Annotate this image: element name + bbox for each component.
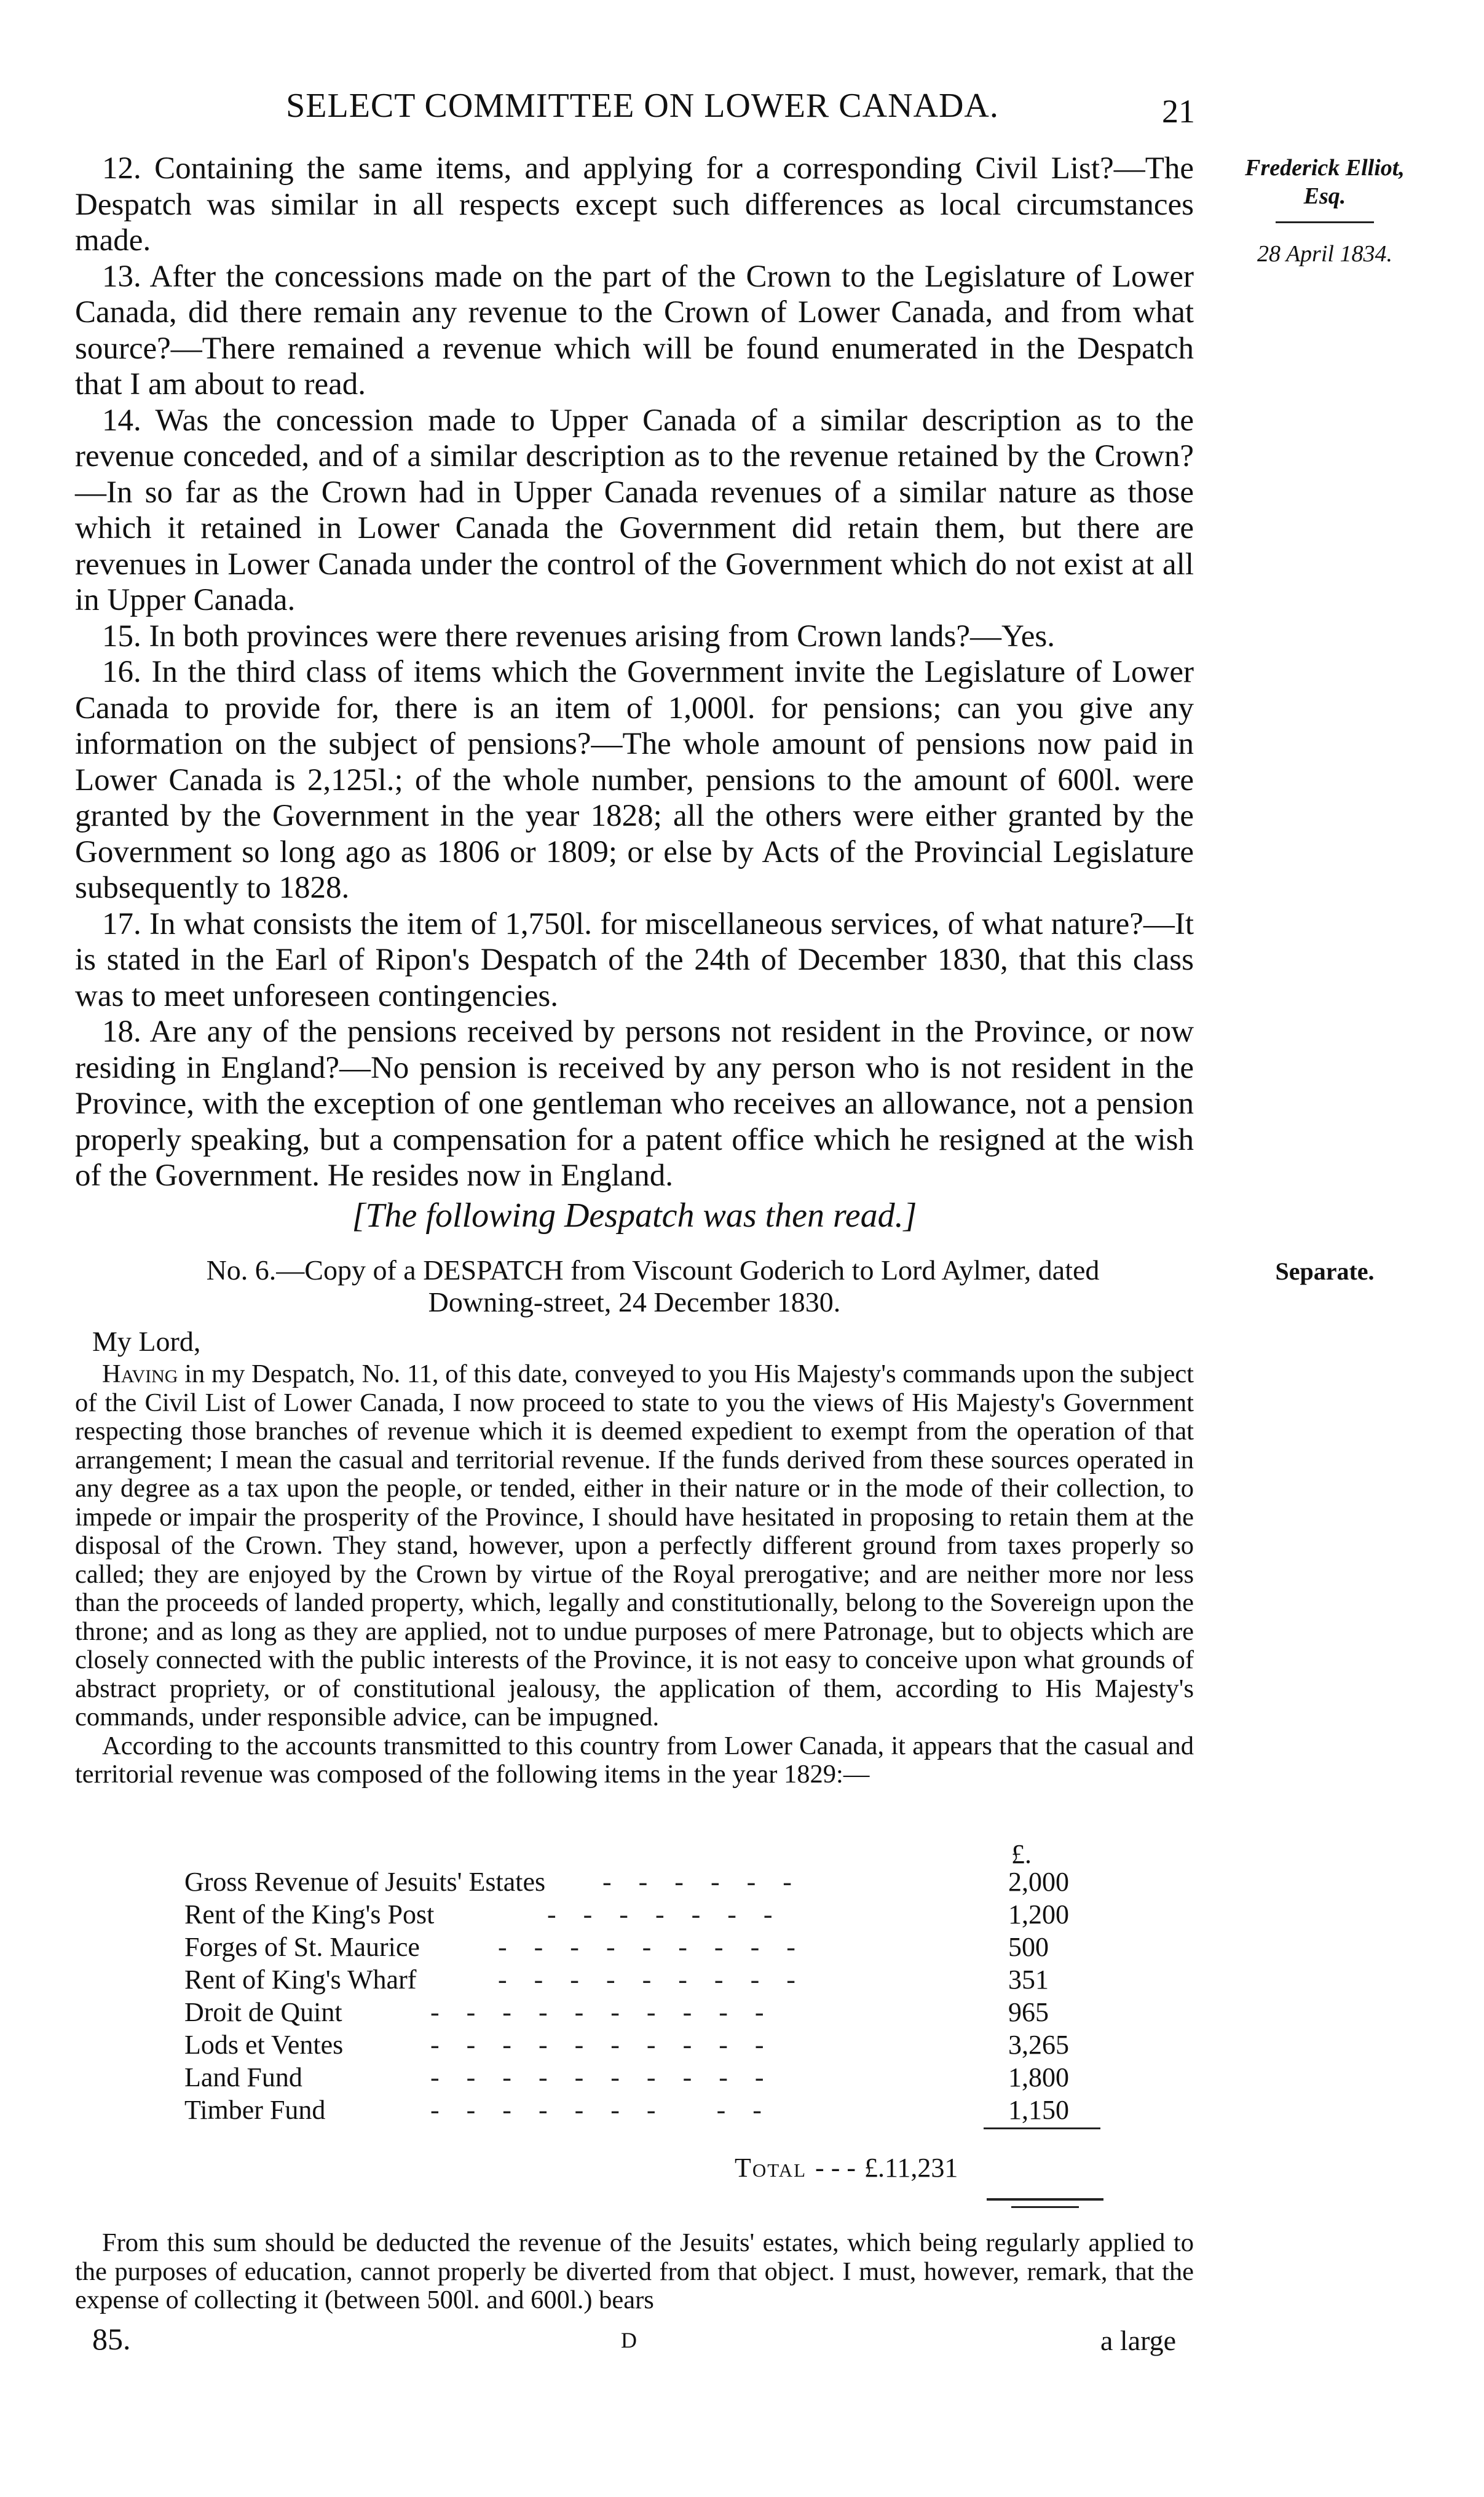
revenue-item: Lods et Ventes xyxy=(184,2030,344,2060)
currency-header: £. xyxy=(1011,1839,1032,1869)
sidenote-rule xyxy=(1276,221,1374,223)
despatch-heading-line2: Downing-street, 24 December 1830. xyxy=(428,1286,841,1318)
salutation: My Lord, xyxy=(92,1326,201,1357)
letter-continuation xyxy=(75,2229,1194,2315)
leader-dashes: ------- -- xyxy=(430,2095,789,2125)
qa-17: 17. In what consists the item of 1,750l. for miscellaneous services, of what nature?—It is stated in the Earl of Ripon's Despatch of the 24th of December 1830, that this class was to meet unforeseen contingencies. xyxy=(75,906,1194,1013)
revenue-amount: 3,265 xyxy=(1008,2030,1069,2060)
total-rule xyxy=(987,2198,1103,2201)
revenue-item: Rent of the King's Post xyxy=(184,1899,435,1929)
revenue-amount: 2,000 xyxy=(1008,1867,1069,1897)
total-row xyxy=(735,2152,958,2183)
revenue-amount: 1,800 xyxy=(1008,2062,1069,2092)
leader-dashes: ---------- xyxy=(430,2030,791,2060)
sum-rule xyxy=(984,2127,1100,2129)
leader-dashes: --------- xyxy=(498,1965,823,1995)
table-row xyxy=(184,2094,1119,2127)
despatch-read-heading: [The following Despatch was then read.] xyxy=(352,1197,917,1235)
revenue-item: Forges of St. Maurice xyxy=(184,1932,420,1962)
qa-18: 18. Are any of the pensions received by persons not resident in the Province, or now residing in England?—No pension is received by any person who is not resident in the Province, with the exception of one gentleman who receives an allowance, not a pension properly speaking, but a compensation for a patent office which he resigned at the wish of the Government. He resides now in England. xyxy=(75,1015,1194,1193)
letter-paragraph-1 xyxy=(75,1360,1194,1732)
sidenote-separate: Separate. xyxy=(1275,1257,1375,1285)
qa-12: 12. Containing the same items, and applying for a corresponding Civil List?—The Despatch was similar in all respects except such differences as local circumstances made. xyxy=(75,151,1194,258)
revenue-amount: 500 xyxy=(1008,1932,1049,1962)
qa-13: 13. After the concessions made on the part of the Crown to the Legislature of Lower Canada, did there remain any revenue to the Crown of Lower Canada, and from what source?—There remained a revenue which will be found enumerated in the Despatch that I am about to read. xyxy=(75,259,1194,402)
running-head: SELECT COMMITTEE ON LOWER CANADA. xyxy=(286,87,999,125)
leader-dashes: ---------- xyxy=(430,2062,791,2092)
revenue-amount: 1,200 xyxy=(1008,1899,1069,1929)
leader-dashes: ------ xyxy=(602,1867,819,1897)
letter-paragraph-3: From this sum should be deducted the revenue of the Jesuits' estates, which being regularly applied to the purposes of education, cannot properly be diverted from that object. I must, however, remark, that the expense of collecting it (between 500l. and 600l.) bears xyxy=(75,2228,1194,2314)
revenue-table xyxy=(184,1866,1119,2127)
letter-paragraph-1-text: in my Despatch, No. 11, of this date, conveyed to you His Majesty's commands upon the subject of the Civil List of Lower Canada, I now proceed to state to you the views of His Majesty's Government respecting those branches of revenue which it is deemed expedient to exempt from the operation of that arrangement; I mean the casual and territorial revenue. If the funds derived from these sources operated in any degree as a tax upon the people, or tended, either in their nature or in the mode of their collection, to impede or impair the prosperity of the Province, I should have hesitated in proposing to retain them at the disposal of the Crown. They stand, however, upon a perfectly different ground from taxes properly so called; they are enjoyed by the Crown by virtue of the Royal prerogative; and are neither more nor less than the proceeds of landed property, which, legally and constitutionally, belong to the Sovereign upon the throne; and as long as they are applied, not to undue purposes of mere Patronage, but to objects which are closely connected with the public interests of the Province, it is not easy to conceive upon what grounds of abstract propriety, or of constitutional jealousy, the application of them, according to His Majesty's commands, under responsible advice, can be impugned. xyxy=(75,1359,1194,1731)
page-number: 21 xyxy=(1162,93,1195,130)
leader-dashes: --------- xyxy=(498,1932,823,1962)
table-row xyxy=(184,1931,1119,1964)
table-row xyxy=(184,2062,1119,2094)
letter-lead-word: Having xyxy=(102,1359,178,1388)
footer-number: 85. xyxy=(92,2322,131,2356)
leader-dashes: ------- xyxy=(547,1899,800,1929)
total-amount: £.11,231 xyxy=(864,2153,958,2183)
revenue-amount: 1,150 xyxy=(1008,2095,1069,2125)
total-rule-short xyxy=(1011,2206,1079,2208)
table-row xyxy=(184,1964,1119,1996)
table-row xyxy=(184,1899,1119,1931)
question-answer-block xyxy=(75,151,1194,1194)
revenue-item: Gross Revenue of Jesuits' Estates xyxy=(184,1867,546,1897)
revenue-item: Droit de Quint xyxy=(184,1997,342,2027)
revenue-item: Rent of King's Wharf xyxy=(184,1965,417,1995)
total-dashes: - - - xyxy=(815,2153,856,2183)
table-row xyxy=(184,1996,1119,2029)
letter-body xyxy=(75,1360,1194,1789)
table-row xyxy=(184,2029,1119,2062)
revenue-item: Timber Fund xyxy=(184,2095,326,2125)
leader-dashes: ---------- xyxy=(430,1997,791,2027)
footer-catchword: a large xyxy=(1100,2325,1177,2356)
despatch-heading xyxy=(75,1254,1194,1318)
footer-signature: D xyxy=(621,2328,637,2353)
total-label: Total xyxy=(735,2153,807,2183)
letter-paragraph-2: According to the accounts transmitted to this country from Lower Canada, it appears that the casual and territorial revenue was composed of the following items in the year 1829:— xyxy=(75,1731,1194,1789)
revenue-amount: 965 xyxy=(1008,1997,1049,2027)
qa-15: 15. In both provinces were there revenues arising from Crown lands?—Yes. xyxy=(102,619,1055,654)
sidenote-date: 28 April 1834. xyxy=(1257,241,1392,267)
revenue-item: Land Fund xyxy=(184,2062,302,2092)
qa-14: 14. Was the concession made to Upper Canada of a similar description as to the revenue conceded, and of a similar description as to the revenue retained by the Crown?—In so far as the Crown had in Upper Canada revenues of a similar nature as those which it retained in Lower Canada the Government did retain them, but there are revenues in Lower Canada under the control of the Government which do not exist at all in Upper Canada. xyxy=(75,403,1194,617)
despatch-heading-line1: No. 6.—Copy of a DESPATCH from Viscount Goderich to Lord Aylmer, dated xyxy=(206,1254,1100,1286)
revenue-amount: 351 xyxy=(1008,1965,1049,1995)
table-row xyxy=(184,1866,1119,1899)
sidenote-witness: Frederick Elliot, Esq. xyxy=(1245,155,1405,209)
qa-16: 16. In the third class of items which the Government invite the Legislature of Lower Canada to provide for, there is an item of 1,000l. for pensions; can you give any information on the subject of pensions?—The whole amount of pensions now paid in Lower Canada is 2,125l.; of the whole number, pensions to the amount of 600l. were granted by the Government in the year 1828; all the others were either granted by the Government so long ago as 1806 or 1809; or else by Acts of the Provincial Legislature subsequently to 1828. xyxy=(75,655,1194,905)
